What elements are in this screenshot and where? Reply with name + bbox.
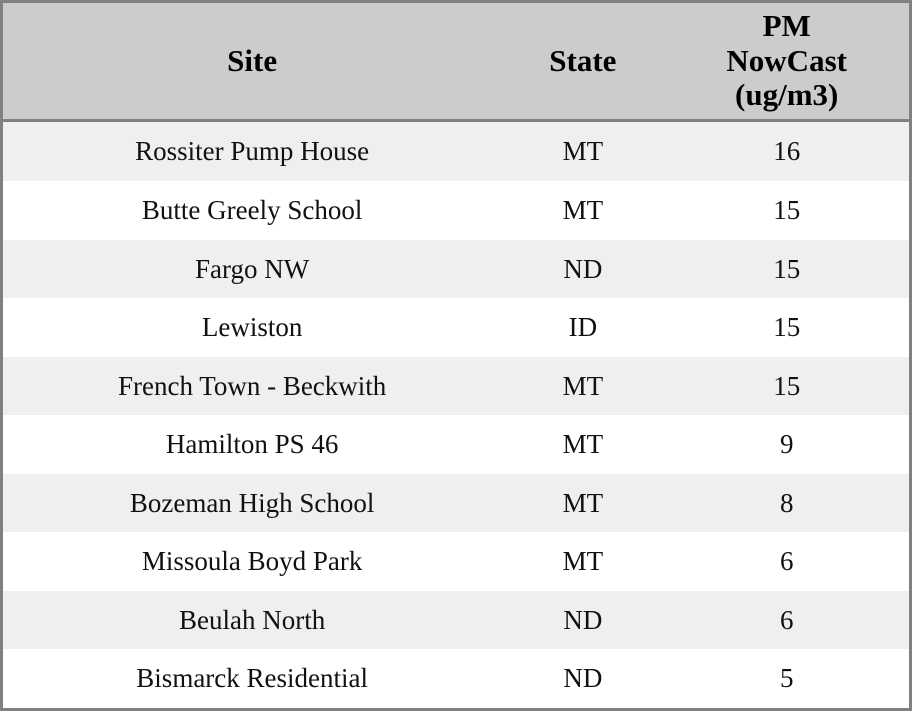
cell-site: Beulah North [3,591,501,650]
table-row [3,357,909,416]
cell-site: Hamilton PS 46 [3,415,501,474]
column-header-pm-nowcast-line3: (ug/m3) [735,77,839,113]
cell-site: Lewiston [3,298,501,357]
pm-nowcast-table [3,3,909,708]
cell-state: ND [501,591,664,650]
cell-value: 15 [664,181,909,240]
cell-site: Missoula Boyd Park [3,532,501,591]
cell-state: MT [501,474,664,533]
table-row [3,532,909,591]
column-header-pm-nowcast [664,3,909,121]
table-row [3,240,909,299]
table-body [3,121,909,708]
cell-site: Butte Greely School [3,181,501,240]
cell-value: 15 [664,298,909,357]
cell-state: MT [501,181,664,240]
cell-state: MT [501,121,664,182]
table-row [3,649,909,708]
column-header-site-label: Site [227,42,278,78]
cell-value: 8 [664,474,909,533]
table-row [3,298,909,357]
cell-state: MT [501,415,664,474]
cell-value: 5 [664,649,909,708]
cell-value: 9 [664,415,909,474]
cell-value: 6 [664,532,909,591]
table-header [3,3,909,121]
column-header-state [501,3,664,121]
table-row [3,121,909,182]
column-header-pm-nowcast-line1: PM [762,8,811,43]
table-header-row [3,3,909,121]
cell-site: Rossiter Pump House [3,121,501,182]
cell-state: ND [501,649,664,708]
cell-state: ID [501,298,664,357]
cell-site: Fargo NW [3,240,501,299]
cell-value: 15 [664,240,909,299]
cell-value: 15 [664,357,909,416]
cell-site: Bozeman High School [3,474,501,533]
cell-state: ND [501,240,664,299]
table-row [3,181,909,240]
cell-site: Bismarck Residential [3,649,501,708]
cell-state: MT [501,532,664,591]
column-header-state-label: State [549,42,617,78]
cell-value: 16 [664,121,909,182]
table-row [3,415,909,474]
cell-site: French Town - Beckwith [3,357,501,416]
cell-state: MT [501,357,664,416]
column-header-site [3,3,501,121]
table-row [3,474,909,533]
column-header-pm-nowcast-line2: NowCast [726,42,847,78]
table-row [3,591,909,650]
cell-value: 6 [664,591,909,650]
